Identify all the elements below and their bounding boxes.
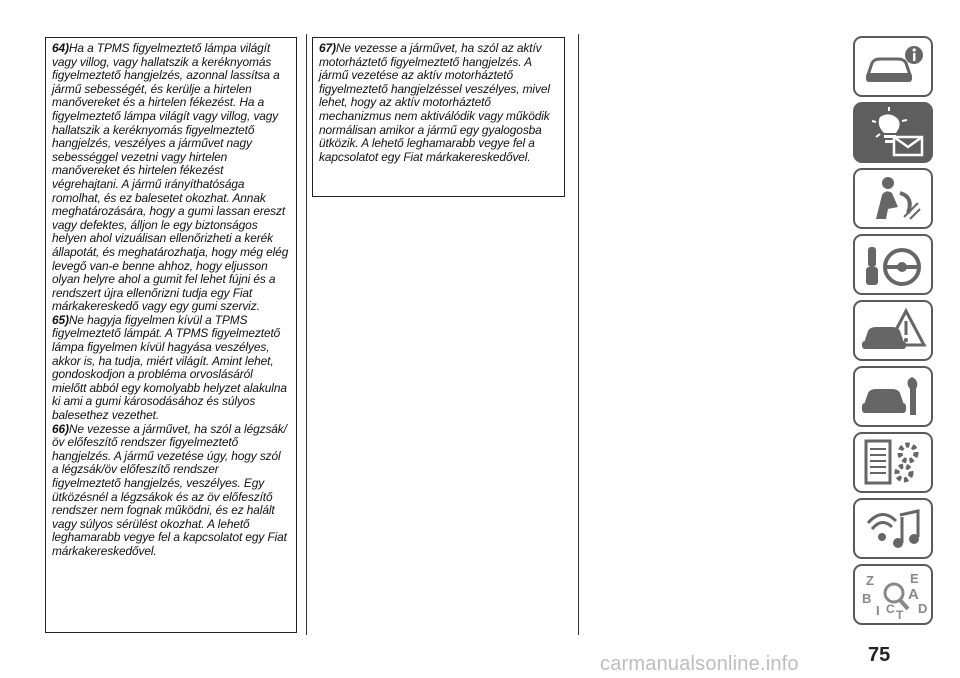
- tab-starting-driving[interactable]: [853, 234, 933, 295]
- car-hazard-icon: [858, 305, 928, 357]
- note-number: 66): [52, 421, 69, 436]
- tab-emergency[interactable]: [853, 300, 933, 361]
- car-service-icon: [858, 371, 928, 423]
- index-letter: D: [918, 600, 928, 616]
- note-text: Ne vezesse a járművet, ha szól a légzsák/öv előfeszítő rendszer figyelmeztető hangjelzés. A jármű vezetése úgy, hogy szól a légzsák/öv előfeszítő rendszer figyelmeztető hangjelzés, veszélyes. Egy ütközésnél a légzsákok és az öv előfeszítő rendszer nem fognak működni, és ez halált vagy súlyos sérülést okozhat. A lehető leghamarabb vegye fel a kapcsolatot egy Fiat márkakereskedővel.: [52, 421, 287, 558]
- index-letter: B: [862, 590, 872, 606]
- tab-index[interactable]: [853, 564, 933, 625]
- tab-car-info[interactable]: [853, 36, 933, 97]
- index-letter: E: [910, 570, 919, 586]
- seat-airbag-icon: [858, 173, 928, 225]
- watermark: carmanualsonline.info: [600, 653, 799, 675]
- key-steering-wheel-icon: [858, 239, 928, 291]
- note-text: Ne hagyja figyelmen kívül a TPMS figyelmeztető lámpát. A TPMS figyelmeztető lámpa figyelmen kívül hagyása veszélyes, akkor is, ha tudja, miért világít. Amint lehet, gondoskodjon a probléma orvoslásáról mielőtt abból egy komolyabb helyzet alakulna ki ami a gumi károsodásához és súlyos balesethez vezethet.: [52, 312, 287, 423]
- index-letter: A: [908, 585, 919, 603]
- tab-warning-lights[interactable]: [853, 102, 933, 163]
- note-number: 64): [52, 41, 69, 55]
- note-67: [319, 42, 558, 164]
- index-letter: I: [876, 602, 880, 618]
- note-text: Ne vezesse a járművet, ha szól az aktív motorháztető figyelmeztető hangjelzés. A jármű vezetése az aktív motorháztető figyelmeztető hangjelzéssel veszélyes, mivel lehet, hogy az aktív motorháztető mechanizmus nem aktiválódik vagy működik normálisan amikor a jármű egy gyalogosba ütközik. A lehető leghamarabb vegye fel a kapcsolatot egy Fiat márkakereskedővel.: [319, 41, 550, 164]
- tab-multimedia[interactable]: [853, 498, 933, 559]
- note-text: Ha a TPMS figyelmeztető lámpa világít vagy villog, vagy hallatszik a keréknyomás figyelmeztető hangjelzés, azonnal lassítsa a jármű sebességét, és kerülje a hirtelen manővereket és a hirtelen fékezést. Ha a figyelmeztető lámpa világít vagy villog, vagy hallatszik a keréknyomás figyelmeztető hangjelzés, veszélyes a járművet nagy sebességgel vezetni vagy hirtelen manővereket és hirtelen fékezést végrehajtani. A jármű irányíthatósága romolhat, és ez balesetet okozhat. Annak meghatározására, hogy a gumi lassan ereszt vagy defektes, álljon le egy biztonságos helyen ahol vizuálisan ellenőrizheti a kerék állapotát, és meghatározhatja, hogy még elég levegő van-e benne ahhoz, hogy eljusson olyan helyre ahol a gumit fel lehet fújni és a rendszert újra ellenőrizni tudja egy Fiat márkakereskedő vagy egy gumi szerviz.: [52, 41, 289, 314]
- note-number: 65): [52, 312, 69, 327]
- warning-light-message-icon: [858, 107, 928, 159]
- multimedia-icon: [858, 503, 928, 555]
- note-number: 67): [319, 41, 336, 55]
- warning-notes-right: [312, 37, 565, 197]
- alphabetical-index-icon: [858, 569, 928, 621]
- index-letter: C: [886, 601, 895, 616]
- page-number: 75: [868, 644, 891, 666]
- note-66: [52, 423, 290, 559]
- note-64: [52, 42, 290, 314]
- column-divider: [578, 34, 579, 635]
- tab-technical-data[interactable]: [853, 432, 933, 493]
- column-divider: [306, 34, 307, 635]
- car-info-icon: [858, 41, 928, 93]
- warning-notes-left: [45, 37, 297, 633]
- note-65: [52, 314, 290, 423]
- tab-safety[interactable]: [853, 168, 933, 229]
- index-letter: T: [896, 607, 904, 621]
- specs-gears-icon: [858, 437, 928, 489]
- index-letter: Z: [866, 572, 874, 588]
- tab-maintenance[interactable]: [853, 366, 933, 427]
